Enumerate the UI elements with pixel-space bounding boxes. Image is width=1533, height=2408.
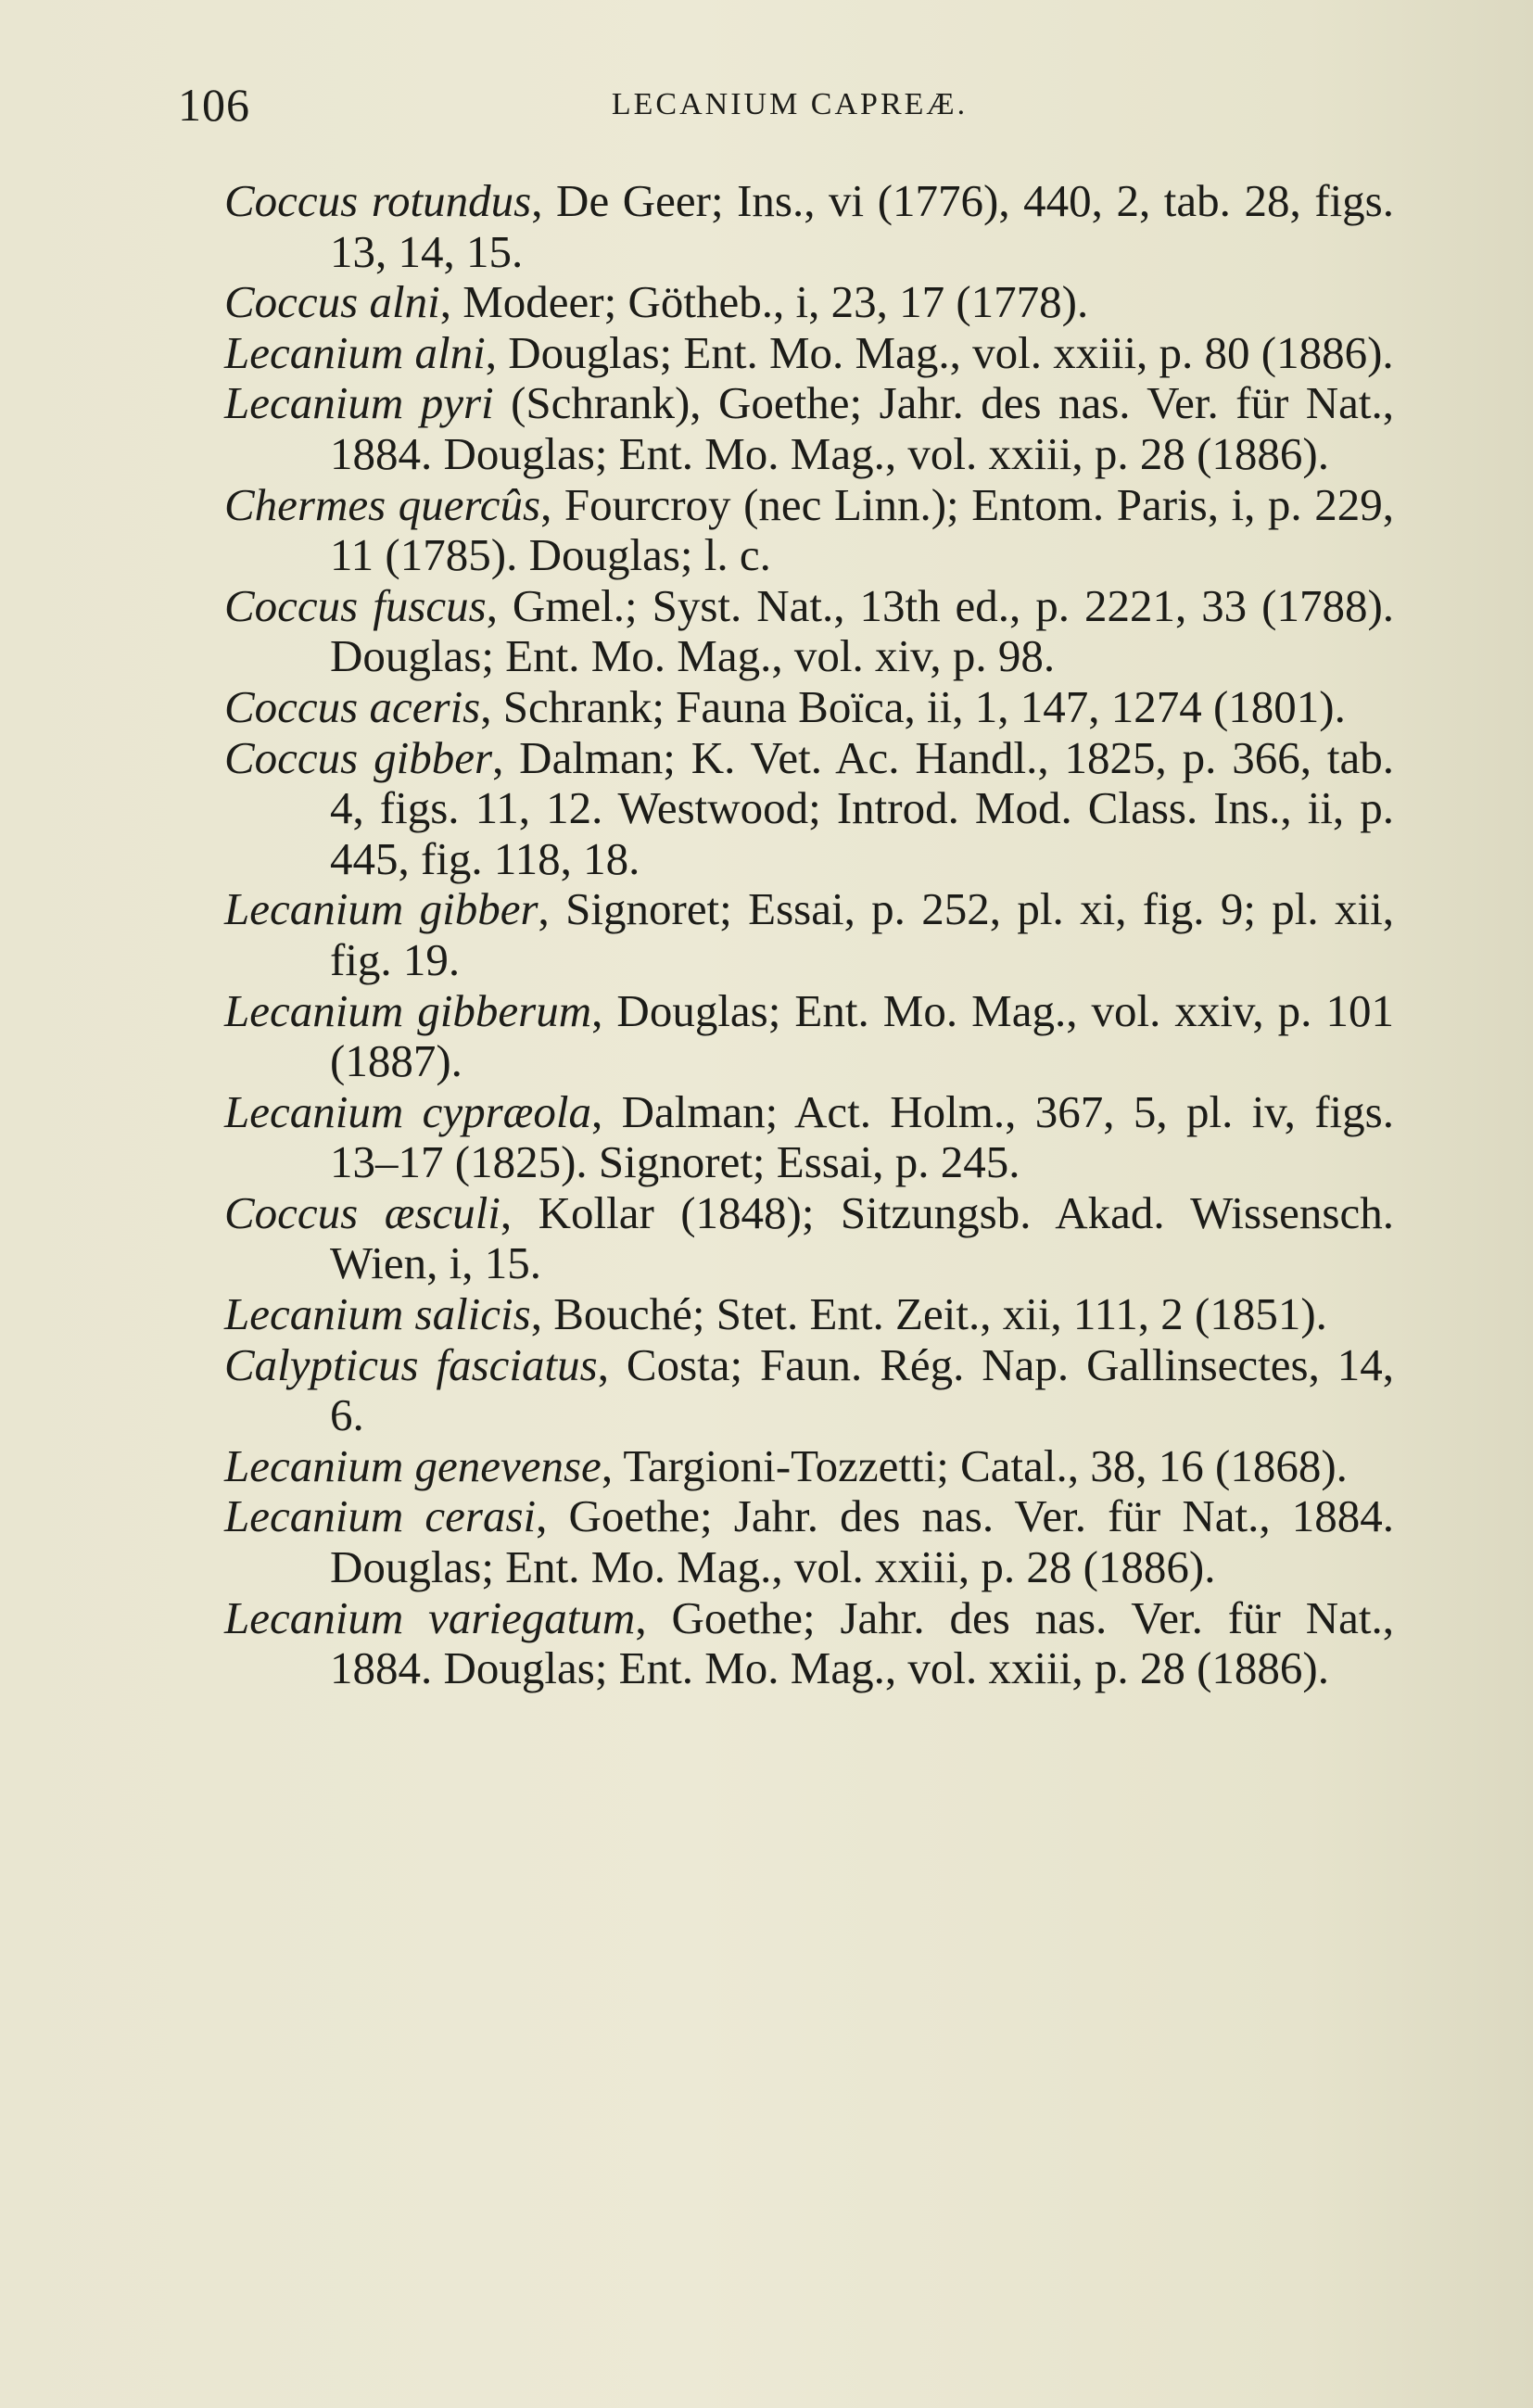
synonym-entry xyxy=(224,277,1394,328)
citation: , De Geer; Ins., vi (1776), 440, 2, tab. 28, figs. 13, 14, 15. xyxy=(330,175,1395,277)
species-name: Coccus gibber xyxy=(224,731,493,783)
citation: , Douglas; Ent. Mo. Mag., vol. xxiv, p. 101 (1887). xyxy=(330,984,1394,1087)
synonym-entry xyxy=(224,581,1394,682)
species-name: Chermes quercûs xyxy=(224,478,541,530)
species-name: Lecanium alni xyxy=(224,326,486,378)
species-name: Coccus aceris xyxy=(224,680,481,732)
synonym-entry xyxy=(224,884,1394,985)
species-name: Lecanium gibberum xyxy=(224,984,592,1036)
species-name: Lecanium cypræola xyxy=(224,1085,591,1137)
synonym-entry xyxy=(224,328,1394,379)
citation: , Signoret; Essai, p. 252, pl. xi, fig. 9; pl. xii, fig. 19. xyxy=(330,883,1394,985)
synonym-entry xyxy=(224,1491,1394,1592)
citation: , Goethe; Jahr. des nas. Ver. für Nat., 1884. Douglas; Ent. Mo. Mag., vol. xxiii, p. 28 (1886). xyxy=(330,1490,1394,1593)
species-name: Coccus alni xyxy=(224,276,440,328)
synonym-entry xyxy=(224,986,1394,1087)
species-name: Coccus fuscus xyxy=(224,579,487,631)
citation: , Dalman; Act. Holm., 367, 5, pl. iv, figs. 13–17 (1825). Signoret; Essai, p. 245. xyxy=(330,1085,1394,1188)
synonym-entry xyxy=(224,733,1394,885)
synonym-entry xyxy=(224,1340,1394,1441)
synonym-entry xyxy=(224,480,1394,581)
running-title: LECANIUM CAPREÆ. xyxy=(611,87,969,121)
citation: , Schrank; Fauna Boïca, ii, 1, 147, 1274 (1801). xyxy=(480,680,1346,732)
synonym-entry xyxy=(224,1289,1394,1340)
synonymy-list xyxy=(224,176,1394,1694)
citation: , Douglas; Ent. Mo. Mag., vol. xxiii, p. 80 (1886). xyxy=(485,326,1394,378)
citation: , Costa; Faun. Rég. Nap. Gallinsectes, 14, 6. xyxy=(330,1338,1394,1441)
species-name: Lecanium genevense xyxy=(224,1439,602,1491)
species-name: Coccus rotundus xyxy=(224,175,532,226)
citation: (Schrank), Goethe; Jahr. des nas. Ver. für Nat., 1884. Douglas; Ent. Mo. Mag., vol. xxiii, p. 28 (1886). xyxy=(330,377,1394,479)
species-name: Calypticus fasciatus xyxy=(224,1338,598,1390)
species-name: Coccus æsculi xyxy=(224,1186,500,1238)
citation: , Modeer; Götheb., i, 23, 17 (1778). xyxy=(439,276,1089,328)
page-number: 106 xyxy=(178,79,250,131)
species-name: Lecanium pyri xyxy=(224,377,494,429)
synonym-entry xyxy=(224,378,1394,479)
synonym-entry xyxy=(224,1593,1394,1694)
citation: , Kollar (1848); Sitzungsb. Akad. Wissensch. Wien, i, 15. xyxy=(330,1186,1394,1289)
citation: , Dalman; K. Vet. Ac. Handl., 1825, p. 366, tab. 4, figs. 11, 12. Westwood; Introd. Mod. Class. Ins., ii, p. 445, fig. 118, 18. xyxy=(330,731,1394,884)
citation: , Bouché; Stet. Ent. Zeit., xii, 111, 2 (1851). xyxy=(530,1288,1327,1340)
species-name: Lecanium variegatum xyxy=(224,1591,636,1643)
citation: , Gmel.; Syst. Nat., 13th ed., p. 2221, 33 (1788). Douglas; Ent. Mo. Mag., vol. xiv, p. 98. xyxy=(330,579,1395,682)
citation: , Fourcroy (nec Linn.); Entom. Paris, i, p. 229, 11 (1785). Douglas; l. c. xyxy=(330,478,1394,581)
page-header xyxy=(178,78,1401,133)
synonym-entry xyxy=(224,1188,1394,1289)
synonym-entry xyxy=(224,1441,1394,1492)
synonym-entry xyxy=(224,682,1394,733)
species-name: Lecanium gibber xyxy=(224,883,538,935)
citation: , Goethe; Jahr. des nas. Ver. für Nat., 1884. Douglas; Ent. Mo. Mag., vol. xxiii, p. 28 (1886). xyxy=(330,1591,1394,1694)
species-name: Lecanium cerasi xyxy=(224,1490,537,1542)
citation: , Targioni-Tozzetti; Catal., 38, 16 (1868). xyxy=(601,1439,1348,1491)
synonym-entry xyxy=(224,1087,1394,1188)
synonym-entry xyxy=(224,176,1394,277)
species-name: Lecanium salicis xyxy=(224,1288,531,1340)
